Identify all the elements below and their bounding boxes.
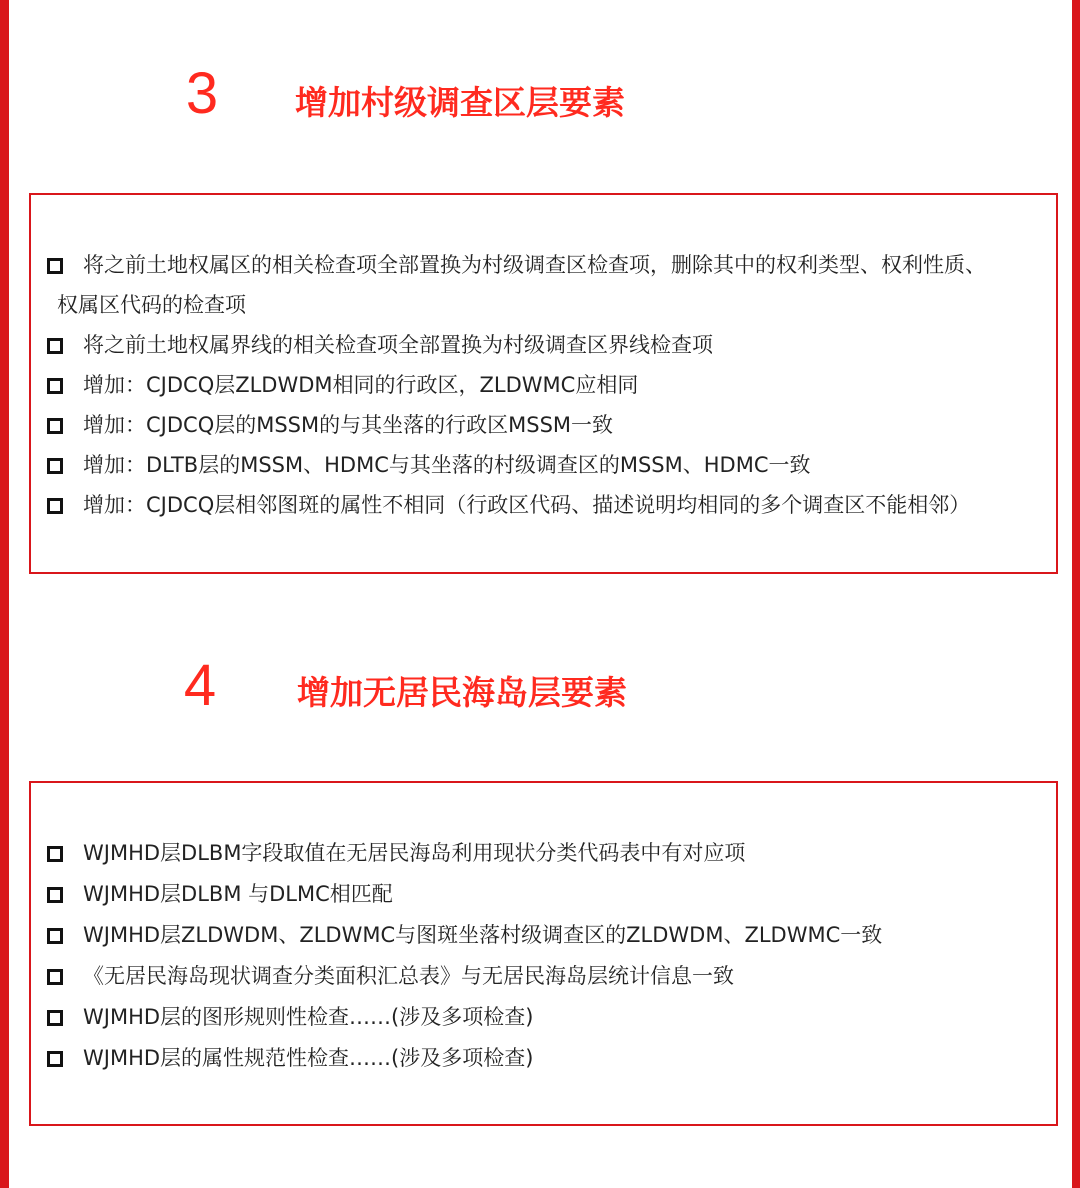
hollow-square-bullet-icon bbox=[47, 1051, 63, 1067]
left-red-border bbox=[0, 0, 9, 1188]
hollow-square-bullet-icon bbox=[47, 969, 63, 985]
list-item-continuation: 权属区代码的检查项 bbox=[57, 293, 246, 317]
hollow-square-bullet-icon bbox=[47, 378, 63, 394]
hollow-square-bullet-icon bbox=[47, 458, 63, 474]
hollow-square-bullet-icon bbox=[47, 498, 63, 514]
hollow-square-bullet-icon bbox=[47, 887, 63, 903]
section-3-title: 增加村级调查区层要素 bbox=[295, 83, 625, 122]
right-red-border bbox=[1072, 0, 1080, 1188]
hollow-square-bullet-icon bbox=[47, 846, 63, 862]
hollow-square-bullet-icon bbox=[47, 258, 63, 274]
section-4-box: WJMHD层DLBM字段取值在无居民海岛利用现状分类代码表中有对应项 WJMHD层DLBM 与DLMC相匹配 WJMHD层ZLDWDM、ZLDWMC与图斑坐落村级调查区的ZLDWDM、ZLDWMC一致 《无居民海岛现状调查分类面积汇总表》与无居民海岛层统计信息一致 WJMHD层的图形规则性检查……(涉及多项检查) WJMHD层的属性规范性检查……(涉及多项检查) bbox=[29, 781, 1058, 1126]
hollow-square-bullet-icon bbox=[47, 928, 63, 944]
section-3-number: 3 bbox=[185, 61, 219, 126]
section-4-title: 增加无居民海岛层要素 bbox=[297, 673, 627, 712]
hollow-square-bullet-icon bbox=[47, 1010, 63, 1026]
section-4-number: 4 bbox=[183, 653, 217, 718]
hollow-square-bullet-icon bbox=[47, 338, 63, 354]
hollow-square-bullet-icon bbox=[47, 418, 63, 434]
section-3-box: 将之前土地权属区的相关检查项全部置换为村级调查区检查项，删除其中的权利类型、权利性质、 权属区代码的检查项 将之前土地权属界线的相关检查项全部置换为村级调查区界线检查项 增加：CJDCQ层ZLDWDM相同的行政区，ZLDWMC应相同 增加：CJDCQ层的MSSM的与其坐落的行政区MSSM一致 增加：DLTB层的MSSM、HDMC与其坐落的村级调查区的MSSM、HDMC一致 增加：CJDCQ层相邻图斑的属性不相同（行政区代码、描述说明均相同的多个调查区不能相邻） bbox=[29, 193, 1058, 574]
